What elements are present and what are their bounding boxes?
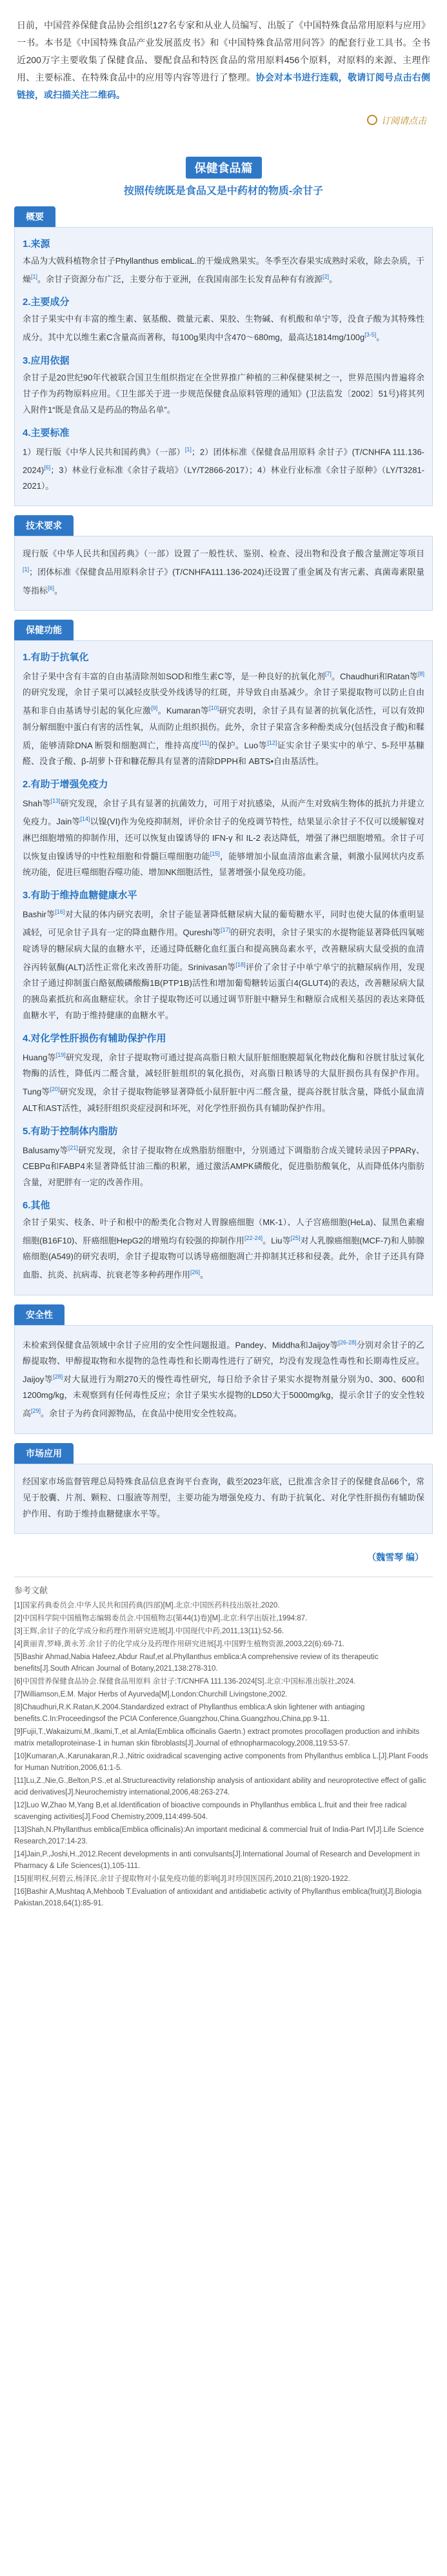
sections-container [0,206,447,1534]
references-title: 参考文献 [14,1585,48,1595]
subscribe-icon [367,115,377,125]
section [14,620,433,1295]
intro-text: 日前，中国营养保健食品协会组织127名专家和从业人员编写、出版了《中国特殊食品常用原料与应用》一书。本书是《中国特殊食品产业发展蓝皮书》和《中国特殊食品常用问答》的配套行业工具书。全书近200万字主要收集了保健食品、婴配食品和特医食品的常用原料456个原料，对原料的来源、主理作用、主要标准、在特殊食品中的应用等内容等进行了整理。 [17,20,430,83]
section-tab: 安全性 [14,1304,65,1325]
citation-marker[interactable]: [7] [324,670,332,677]
reference-item: [15]崔明权,何碧云,杨泽民.余甘子提取物对小鼠免疫功能的影响[J].时珍国医国药,2010,21(8):1920-1922. [14,1874,350,1883]
paragraph: 余甘子果中含有丰富的自由基清除剂如SOD和维生素C等，是一种良好的抗氧化剂[7]。Chaudhuri和Ratan等[8]的研究发现，余甘子果可以减轻皮肤受外线诱导的红斑，并导致自由基减少。余甘子果提取物可以防止自由基和非自由基诱导引起的氧化应激[9]。Kumaran等[10]研究表明，余甘子具有显著的抗氧化活性，可以有效抑制分解细胞中蛋白有害的活性氧，从而防止组织损伤。此外，余甘子果富含多种酚类成分(包括没食子酸)和鞣质，能够清除DNA 断裂和细胞凋亡，维持高度[11]的保护。Luo等[12]证实余甘子果实中的单宁、5-羟甲基糠醛、没食子酸、β-胡萝卜苷和糠花醇具有显著的清除DPPH和 ABTS•自由基活性。 [23,670,425,766]
paragraph: 现行版《中华人民共和国药典》（一部）设置了一般性状、鉴别、检查、浸出物和没食子酸含量测定等项目[1]；团体标准《保健食品用原料余甘子》(T/CNHFA111.136-2024)还设置了重金属及有害元素、真菌毒素限量等指标[6]。 [23,549,424,595]
citation-marker[interactable]: [18] [235,961,246,968]
reference-item: [5]Bashir Ahmad,Nabia Hafeez,Abdur Rauf,et al.Phyllanthus emblica:A comprehensive review of its therapeutic benefits[J].South African Journal of Botany,2021,138:278-310. [14,1653,379,1673]
reference-item: [11]Lu,Z.,Nie,G.,Belton,P.S.,et al.Structureactivity relationship analysis of antioxidant ability and neuroprotective effect of gallic acid derivatives[J].Neurochemistry international,2006,48:263-274. [14,1776,426,1796]
citation-marker[interactable]: [8] [417,670,424,677]
reference-item: [8]Chaudhuri,R.K.Ratan,K.2004.Standardized extract of Phyllanthus emblica:A skin lightener with antiaging benefits.C.In:Proceedingsof the PCIA Conference,Guangzhou,China.Guangzhou,China,pp.9-11. [14,1703,365,1723]
citation-marker[interactable]: [29] [31,1408,41,1415]
paragraph: Bashir等[16]对大鼠的体内研究表明，余甘子能显著降低糖尿病大鼠的葡萄糖水平，同时也使大鼠的体重明显减轻，可见余甘子具有一定的降血糖作用。Qureshi等[17]的研究表明，余甘子果实的水提物能显著降低四氧嘧啶诱导的糖尿病大鼠的血糖水平，还通过降低糖化血红蛋白和提高胰岛素水平，改善糖尿病大鼠受损的血清谷丙转氨酶(ALT)活性正常化来改善肝功能。Srinivasan等[18]评价了余甘子中单宁单宁的抗糖尿病作用，发现余甘子通过抑制蛋白酪氨酸磷酸酶1B(PTP1B)活性和增加葡萄糖转运蛋白4(GLUT4)的表达，改善糖尿病大鼠的胰岛素抵抗和高血糖症状。余甘子提取物还可以通过调节肝脏中糖异生和糖原合成相关基因的表达来降低血糖水平，有助于维持健康的血糖水平。 [23,908,424,1020]
section-tab: 市场应用 [14,1443,74,1464]
citation-marker[interactable]: [17] [221,927,231,934]
section-body [14,536,433,611]
section-body [14,640,433,1295]
citation-marker[interactable]: [20] [50,1086,60,1093]
section [14,515,433,611]
citation-marker[interactable]: [1] [23,566,30,573]
subsection-heading: 6.其他 [23,1199,50,1211]
references [14,1577,433,1909]
citation-marker[interactable]: [14] [80,816,90,823]
subsection-heading: 1.有助于抗氧化 [23,651,89,663]
citation-marker[interactable]: [1] [184,446,192,453]
reference-item: [1]国家药典委员会.中华人民共和国药典(四部)[M].北京:中国医药科技出版社,2020. [14,1601,280,1609]
reference-item: [10]Kumaran,A.,Karunakaran,R.J.,Nitric oxidradical scavenging active components from Phyllanthus emblica L.[J].Plant Foods for Human Nutrition,2006,61:1-5. [14,1752,428,1772]
citation-marker[interactable]: [9] [151,705,158,712]
citation-marker[interactable]: [26] [190,1269,201,1276]
reference-list [14,1600,433,1909]
subscribe-label: 订阅请点击 [381,115,426,126]
reference-item: [3]王辉,余甘子的化学成分和药理作用研究进展[J].中国现代中药,2011,13(11):52-56. [14,1627,284,1635]
subsection-heading: 2.主要成分 [23,297,70,308]
section-body [14,1464,433,1534]
citation-marker[interactable]: [10] [209,705,219,712]
subsection-heading: 4.对化学性肝损伤有辅助保护作用 [23,1032,166,1044]
citation-marker[interactable]: [13] [50,797,61,804]
article-category-tag: 保健食品篇 [186,157,262,179]
citation-marker[interactable]: [16] [55,908,65,915]
subsection-heading: 3.应用依据 [23,355,70,366]
subsection-heading: 1.来源 [23,239,50,250]
section-tab: 保健功能 [14,620,74,640]
citation-marker[interactable]: [11] [199,739,209,746]
paragraph: 余甘子是20世纪90年代被联合国卫生组织指定在全世界推广种植的三种保健果树之一，世界范围内普遍将余甘子作为药物原料应用。《卫生部关于进一步规范保健食品原料管理的通知》(卫法监发〔2002〕51号)将其列入附件1“既是食品又是药品的物品名单”。 [23,372,424,415]
reference-item: [4]黄丽青,罗峰,黄永芳.余甘子的化学成分及药理作用研究进展[J].中国野生植物资源,2003,22(6):69-71. [14,1640,344,1648]
citation-marker[interactable]: [6] [48,584,55,591]
subscribe-link[interactable] [0,114,447,127]
reference-item: [2]中国科学院中国植物志编辑委员会.中国植物志(第44(1)卷)[M].北京:科学出版社,1994:87. [14,1614,308,1622]
paragraph: 本品为大戟科植物余甘子Phyllanthus emblicaL.的干燥成熟果实。冬季至次春果实成熟时采收，除去杂质，干燥[1]。余甘子资源分布广泛，主要分布于亚洲，在我国南部生长发育品种有有液源[2]。 [23,256,424,284]
paragraph: 余甘子果实中有丰富的维生素、氨基酸、微量元素、果胶、生物碱、有机酸和单宁等，没食子酸为其特殊性成分。其中尤以维生素C含量高而著称，每100g果肉中含470～680mg，最高达1814mg/100g[3-5]。 [23,314,424,342]
citation-marker[interactable]: [19] [55,1051,66,1058]
paragraph: Huang等[19]研究发现，余甘子提取物可通过提高高脂日粮大鼠肝脏细胞膜超氧化物歧化酶和谷胱甘肽过氧化物酶的活性，降低丙二醛含量，减轻肝脏组织的氧化损伤，对高脂日粮诱导的大鼠肝损伤具有保护作用。Tung等[20]研究发现，余甘子提取物能够显著降低小鼠肝脏中丙二醛含量，提高谷胱甘肽含量，降低小鼠血清ALT和AST活性，减轻肝组织炎症浸润和坏死，对化学性肝损伤具有辅助保护作用。 [23,1051,424,1113]
paragraph: 经国家市场监督管理总局特殊食品信息查询平台查询，截至2023年底，已批准含余甘子的保健食品66个，常见于胶囊、片剂、颗粒、口服液等剂型，主要功能为增强免疫力、有助于抗氧化、对化学性肝损伤有辅助保护作用、有助于维持血糖健康水平等。 [23,1476,424,1519]
paragraph: Balusamy等[21]研究发现，余甘子提取物在成熟脂肪细胞中，分别通过下调脂肪合成关键转录因子PPARγ、CEBPα和FABP4来显著降低甘油三酯的积累，通过激活AMPK磷酸化，促进脂肪酸氧化，从而降低体内脂肪含量，对肥胖有一定的改善作用。 [23,1144,424,1187]
citation-marker[interactable]: [15] [210,850,220,857]
article-subtitle: 按照传统既是食品又是中药材的物质-余甘子 [123,186,324,197]
paragraph: Shah等[13]研究发现，余甘子具有显著的抗菌效力，可用于对抗感染，从而产生对致病生物体的抵抗力并建立免疫力。Jain等[14]以镍(VI)作为免疫抑制剂，评价余甘子的免疫调节特性，结果显示余甘子不仅可以缓解镍对淋巴细胞增殖的抑制作用，还可以恢复由镍诱导的 IFN-γ 和 IL-2 表达降低，增强了淋巴细胞增殖。余甘子可以恢复由镍诱导的中性粒细胞和骨髓巨噬细胞功能[15]，能够增加小鼠血清溶血素含量，刺激小鼠网状内皮系统功能，促进巨噬细胞吞噬功能、增加NK细胞活性，显著增强小鼠免疫功能。 [23,797,424,877]
subsection-heading: 5.有助于控制体内脂肪 [23,1125,118,1137]
reference-item: [6]中国营养保健食品协会.保健食品用原料 余甘子:T/CNHFA 111.136-2024[S].北京:中国标准出版社,2024. [14,1677,356,1686]
reference-item: [14]Jain,P.,Joshi,H.,2012.Recent developments in anti convulsants[J].International Journal of Research and Development in Pharmacy & Life Sciences(1),105-111. [14,1850,420,1870]
section-body [14,227,433,506]
reference-item: [13]Shah,N.Phyllanthus emblica(Emblica officinalis):An important medicinal & commercial fruit of India-Part IV[J].Life Science Research,2017:14-23. [14,1825,424,1845]
citation-marker[interactable]: [21] [68,1144,78,1151]
paragraph: 未检索到保健食品领域中余甘子应用的安全性问题报道。Pandey、Middha和Jaijoy等[26-28]分别对余甘子的乙醇提取物、甲醇提取物和水提物的急性毒性和长期毒性进行了研究，均没有发现急性毒性和长期毒性反应。Jaijoy等[28]对大鼠进行为期270天的慢性毒性研究，每日给予余甘子果实水提物剂量分别为0、300、600和1200mg/kg，未观察到有任何毒性反应；余甘子果实水提物的LD50大于5000mg/kg，提示余甘子的安全性较高[29]。余甘子为药食同源物品，在食品中使用安全性较高。 [23,1339,424,1419]
intro-paragraph [0,0,447,113]
citation-marker[interactable]: [22-24] [244,1234,263,1241]
reference-item: [16]Bashir A,Mushtaq A,Mehboob T.Evaluation of antioxidant and antidiabetic activity of Phyllanthus emblica(fruit)[J].Biologia Pakistan,2018,64(1):85-91. [14,1887,422,1907]
citation-marker[interactable]: [1] [31,273,38,280]
citation-marker[interactable]: [12] [267,739,277,746]
citation-marker[interactable]: [26-28] [338,1339,357,1346]
subsection-heading: 3.有助于维持血糖健康水平 [23,889,137,901]
citation-marker[interactable]: [28] [53,1373,63,1380]
section [14,1443,433,1534]
section-tab: 技术要求 [14,515,74,536]
reference-item: [9]Fujii,T.,Wakaizumi,M.,Ikami,T.,et al.Amla(Emblica officinalis Gaertn.) extract promotes procollagen production and inhibits matrix metalloproteinase-1 in human skin fibroblasts[J].Journal of ethnopharmacology,2008,119:53-57. [14,1727,420,1747]
article-title-block [0,157,447,197]
reference-item: [12]Luo W,Zhao M,Yang B,et al.Identification of bioactive compounds in Phyllanthus emblica L.fruit and their free radical scavenging activities[J].Food Chemistry,2009,114:499-504. [14,1801,407,1821]
citation-marker[interactable]: [3-5] [364,331,377,339]
section [14,206,433,506]
paragraph: 1）现行版《中华人民共和国药典》（一部）[1]；2）团体标准《保健食品用原料 余甘子》(T/CNHFA 111.136-2024)[6]；3）林业行业标准《余甘子栽培》（LY/T2866-2017）；4）林业行业标准《余甘子原种》（LY/T3281-2021）。 [23,446,424,491]
editor-signature: （魏雪琴 编） [367,1551,424,1562]
intro-highlight-link[interactable]: 协会对本书进行连载，敬请订阅号点击右侧链接，或扫描关注二维码。 [17,72,430,100]
subsection-heading: 2.有助于增强免疫力 [23,778,108,790]
citation-marker[interactable]: [25] [290,1234,301,1241]
section-tab: 概要 [14,206,55,227]
reference-item: [7]Williamson,E.M. Major Herbs of Ayurveda[M].London:Churchill Livingstone,2002. [14,1690,288,1698]
paragraph: 余甘子果实、枝条、叶子和根中的酚类化合物对人胃腺癌细胞（MK-1）、人子宫癌细胞(HeLa)、鼠黑色素瘤细胞(B16F10)、肝癌细胞HepG2的增殖均有较强的抑制作用[22-24]。Liu等[25]对人乳腺癌细胞(MCF-7)和人肺腺癌细胞(A549)的研究表明，余甘子提取物可以诱导癌细胞凋亡并抑制其迁移和侵袭。此外，余甘子还具有降血脂、抗炎、抗病毒、抗衰老等多种药理作用[26]。 [23,1217,424,1280]
citation-marker[interactable]: [6] [44,464,51,471]
subsection-heading: 4.主要标准 [23,427,70,438]
section-body [14,1325,433,1434]
citation-marker[interactable]: [2] [323,273,330,280]
section [14,1304,433,1434]
